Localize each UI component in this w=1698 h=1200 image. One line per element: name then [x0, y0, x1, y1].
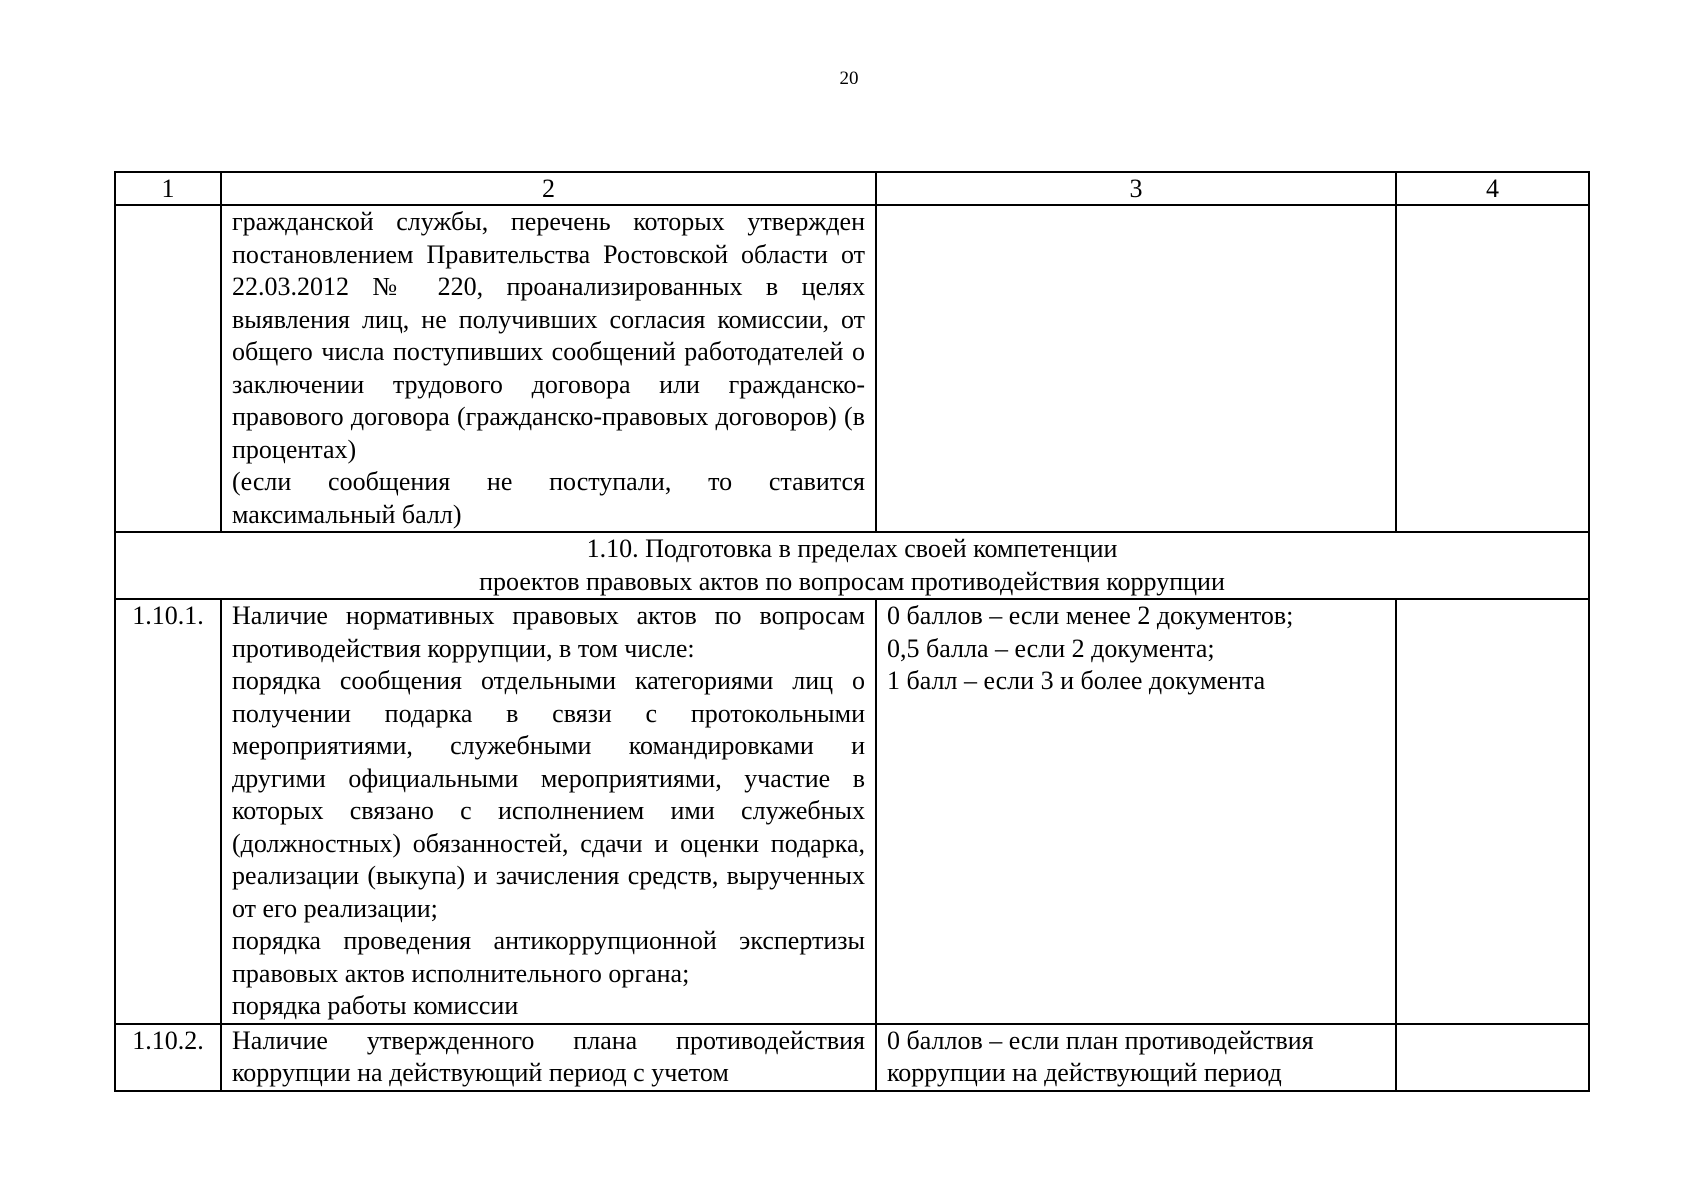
- row-number: 1.10.2.: [115, 1024, 221, 1091]
- header-col-4: 4: [1396, 172, 1589, 205]
- scoring-line: 0 баллов – если менее 2 документов;: [887, 601, 1294, 630]
- header-col-2: 2: [221, 172, 876, 205]
- criterion-paragraph: порядка работы комиссии: [232, 991, 519, 1020]
- section-heading: [115, 532, 1589, 599]
- row-number: [115, 205, 221, 532]
- criteria-table: [114, 171, 1590, 1092]
- criterion-paragraph: Наличие утвержденного плана противодействия коррупции на действующий период с учетом: [232, 1025, 865, 1087]
- table-header-row: [115, 172, 1589, 205]
- section-heading-row: [115, 532, 1589, 599]
- section-heading-line: проектов правовых актов по вопросам противодействия коррупции: [479, 566, 1225, 596]
- page-number: 20: [839, 68, 859, 89]
- table-row: [115, 1024, 1589, 1091]
- scoring-text: [876, 1024, 1396, 1091]
- header-col-1: 1: [115, 172, 221, 205]
- table-row: [115, 599, 1589, 1024]
- scoring-text: [876, 205, 1396, 532]
- scoring-text: [876, 599, 1396, 1024]
- header-col-3: 3: [876, 172, 1396, 205]
- scoring-line: 0 баллов – если план противодействия коррупции на действующий период: [887, 1025, 1314, 1087]
- score-cell: [1396, 599, 1589, 1024]
- criterion-paragraph: Наличие нормативных правовых актов по вопросам противодействия коррупции, в том числе:: [232, 601, 865, 663]
- criterion-paragraph: гражданской службы, перечень которых утвержден постановлением Правительства Ростовской области от 22.03.2012 № 220, проанализированных в целях выявления лиц, не получивших согласия комиссии, от общего числа поступивших сообщений работодателей о заключении трудового договора или гражданско-правового договора (гражданско-правовых договоров) (в процентах): [232, 207, 865, 464]
- score-cell: [1396, 1024, 1589, 1091]
- section-heading-line: 1.10. Подготовка в пределах своей компетенции: [586, 534, 1118, 563]
- table-row: [115, 205, 1589, 532]
- criterion-text: [221, 1024, 876, 1091]
- criterion-paragraph: порядка проведения антикоррупционной экспертизы правовых актов исполнительного органа;: [232, 926, 865, 988]
- criterion-paragraph: (если сообщения не поступали, то ставится максимальный балл): [232, 467, 865, 529]
- row-number: 1.10.1.: [115, 599, 221, 1024]
- criterion-text: [221, 599, 876, 1024]
- criterion-paragraph: порядка сообщения отдельными категориями лиц о получении подарка в связи с протокольными мероприятиями, служебными командировками и другими официальными мероприятиями, участие в которых связано с исполнением ими служебных (должностных) обязанностей, сдачи и оценки подарка, реализации (выкупа) и зачисления средств, вырученных от его реализации;: [232, 666, 865, 923]
- criterion-text: [221, 205, 876, 532]
- score-cell: [1396, 205, 1589, 532]
- scoring-line: 0,5 балла – если 2 документа;: [887, 633, 1215, 663]
- scoring-line: 1 балл – если 3 и более документа: [887, 666, 1266, 695]
